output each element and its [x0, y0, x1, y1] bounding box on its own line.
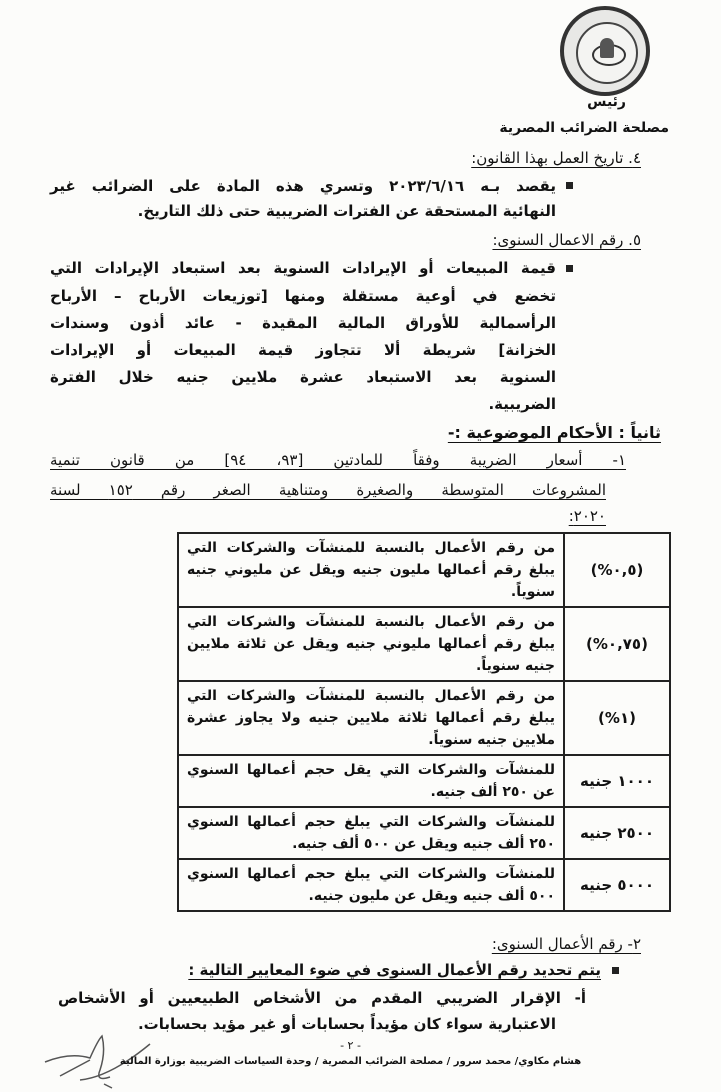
- item2-sub-a-line: الاعتبارية سواء كان مؤيداً بحسابات أو غير مؤيد بحسابات.: [137, 1015, 556, 1033]
- rate-value: ٥٠٠٠ جنيه: [564, 859, 670, 911]
- section5-line: قيمة المبيعات أو الإيرادات السنوية بعد استبعاد الإيرادات التي: [50, 259, 556, 277]
- bullet-icon: [566, 265, 573, 272]
- section4-heading: ٤. تاريخ العمل بهذا القانون:: [471, 149, 641, 167]
- table-row: [178, 681, 670, 755]
- table-row: [178, 533, 670, 607]
- section5-line: الرأسمالية للأوراق المالية المقيدة - عائد أذون وسندات: [50, 314, 556, 332]
- lower-section: [50, 532, 671, 1082]
- section4-line: يقصد بـه ٢٠٢٣/٦/١٦ وتسري هذه المادة على الضرائب غير: [50, 177, 556, 195]
- footer-credits: هشام مكاوي/ محمد سرور / مصلحة الضرائب المصرية / وحدة السياسات الضريبية بوزارة المالية: [119, 1056, 582, 1067]
- section4-line: النهائية المستحقة عن الفترات الضريبية حتى ذلك التاريخ.: [137, 202, 556, 220]
- rate-description: من رقم الأعمال بالنسبة للمنشآت والشركات التي يبلغ رقم أعمالها مليوني جنيه ويقل عن ثلاثة ملايين جنيه سنوياً.: [178, 607, 564, 681]
- table-row: [178, 607, 670, 681]
- section5-line: الضريبية.: [488, 395, 556, 413]
- rate-value: (١%): [564, 681, 670, 755]
- rate-description: للمنشآت والشركات التي يبلغ حجم أعمالها السنوي ٥٠٠ ألف جنيه ويقل عن مليون جنيه.: [178, 859, 564, 911]
- table-row: [178, 859, 670, 911]
- item2-bullet: يتم تحديد رقم الأعمال السنوى في ضوء المعايير التالية :: [188, 961, 601, 979]
- rate-value: (٠,٥%): [564, 533, 670, 607]
- section5-line: تخضع في أوعية مستقلة ومنها [توزيعات الأرباح – الأرباح: [50, 287, 556, 305]
- section5-heading: ٥. رقم الاعمال السنوى:: [492, 231, 641, 249]
- rate-value: ١٠٠٠ جنيه: [564, 755, 670, 807]
- section5-line: السنوية بعد الاستبعاد عشرة ملايين جنيه خلال الفترة: [50, 368, 556, 386]
- rate-value: ٢٥٠٠ جنيه: [564, 807, 670, 859]
- page-number: - ٢ -: [340, 1039, 361, 1052]
- ministry-seal-logo: [560, 6, 650, 96]
- header-title-line1: رئيس: [587, 94, 626, 110]
- tax-rates-table: [177, 532, 671, 912]
- bullet-icon: [612, 967, 619, 974]
- section5-line: الخزانة] شريطة ألا تتجاوز قيمة المبيعات أو الإيرادات: [50, 341, 556, 359]
- part2-item1-line: ٢٠٢٠:: [568, 507, 606, 525]
- item2-heading: ٢- رقم الأعمال السنوى:: [491, 935, 641, 953]
- rate-value: (٠,٧٥%): [564, 607, 670, 681]
- header-title-line2: مصلحة الضرائب المصرية: [499, 120, 669, 136]
- rate-description: من رقم الأعمال بالنسبة للمنشآت والشركات التي يبلغ رقم أعمالها ثلاثة ملايين جنيه ولا يجاوز عشرة ملايين جنيه سنوياً.: [178, 681, 564, 755]
- item2-sub-a-line: أ- الإقرار الضريبي المقدم من الأشخاص الطبيعيين أو الأشخاص: [58, 989, 586, 1007]
- bullet-icon: [566, 182, 573, 189]
- table-row: [178, 807, 670, 859]
- rate-description: للمنشآت والشركات التي يقل حجم أعمالها السنوي عن ٢٥٠ ألف جنيه.: [178, 755, 564, 807]
- part2-item1-line: ١- أسعار الضريبة وفقاً للمادتين [٩٣، ٩٤] من قانون تنمية: [50, 451, 627, 469]
- part2-item1-line: المشروعات المتوسطة والصغيرة ومتناهية الصغر رقم ١٥٢ لسنة: [50, 481, 606, 499]
- rate-description: من رقم الأعمال بالنسبة للمنشآت والشركات التي يبلغ رقم أعمالها مليون جنيه ويقل عن مليوني جنيه سنوياً.: [178, 533, 564, 607]
- rate-description: للمنشآت والشركات التي يبلغ حجم أعمالها السنوي ٢٥٠ ألف جنيه ويقل عن ٥٠٠ ألف جنيه.: [178, 807, 564, 859]
- part2-heading: ثانياً : الأحكام الموضوعية :-: [447, 423, 661, 442]
- item2-bullet-row: [50, 960, 671, 980]
- table-row: [178, 755, 670, 807]
